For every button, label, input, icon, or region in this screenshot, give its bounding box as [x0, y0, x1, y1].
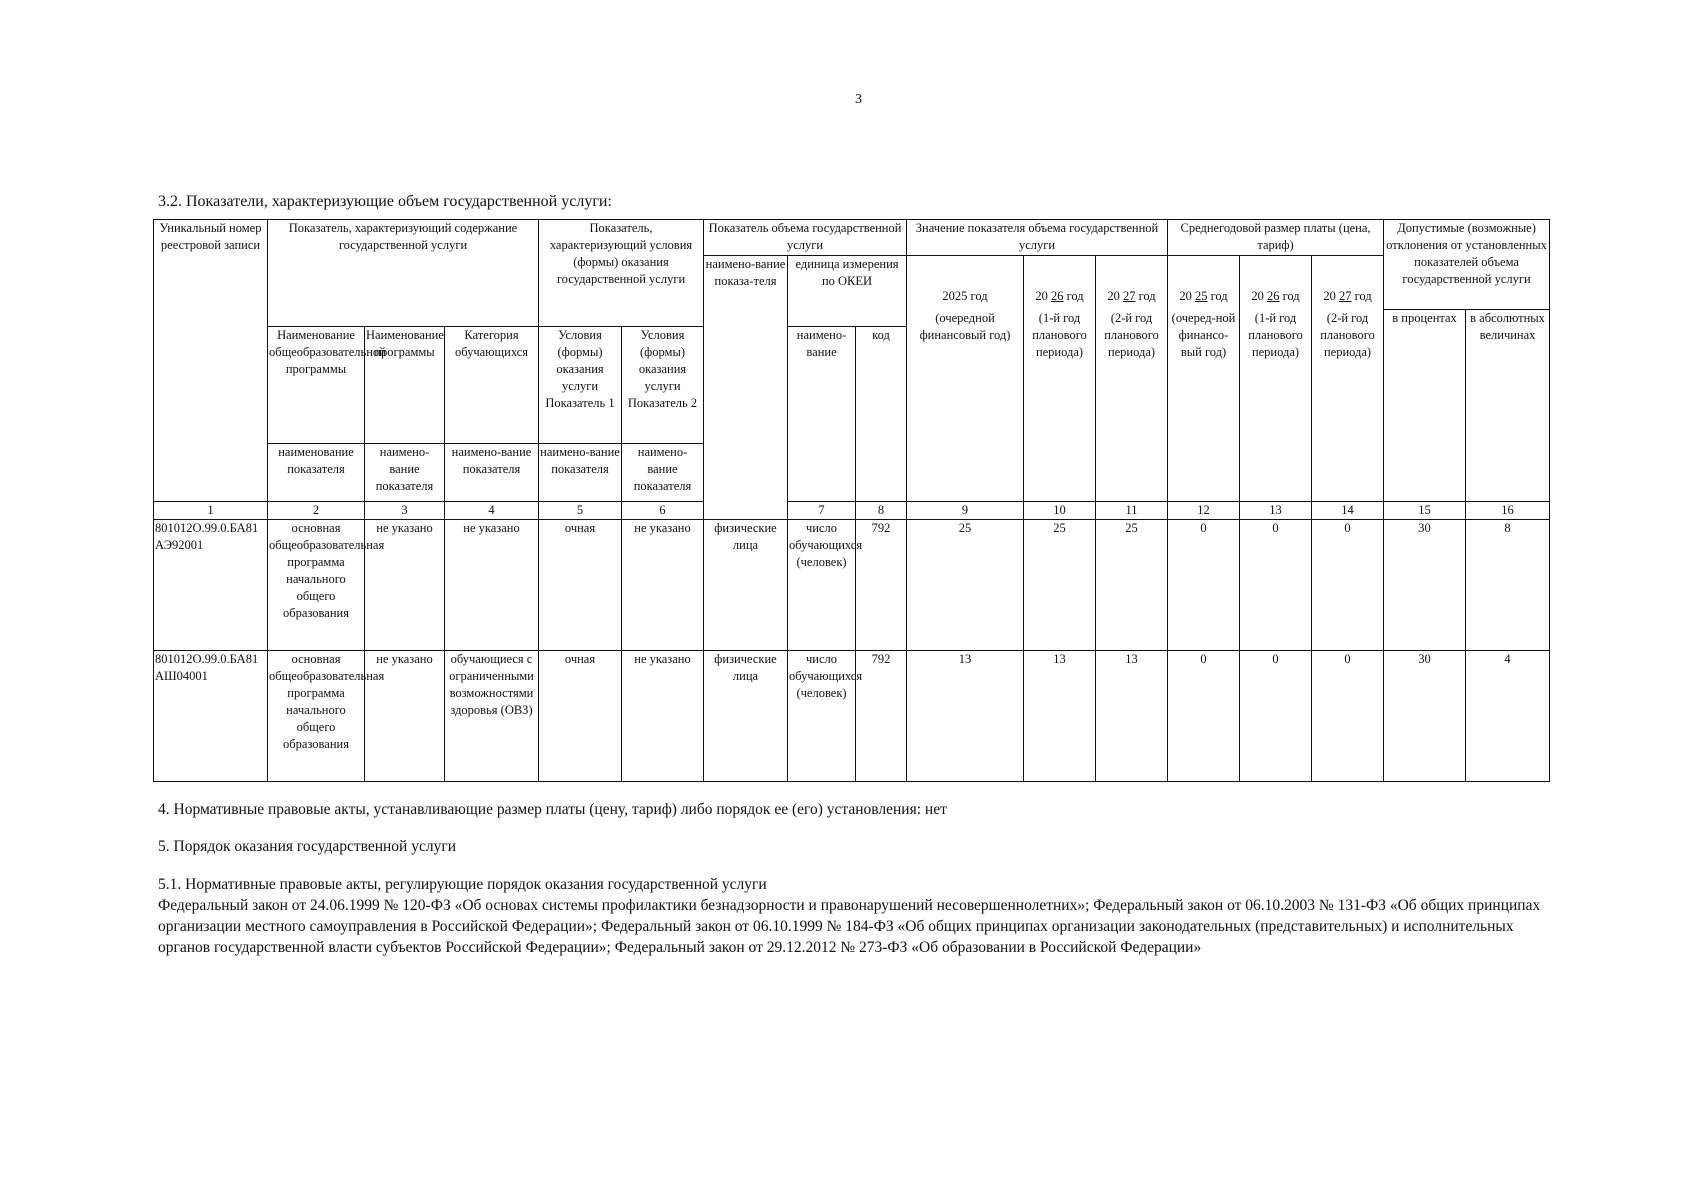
fee-2027-cell: 0	[1312, 651, 1384, 782]
section-5-heading: 5. Порядок оказания государственной услуги	[158, 838, 456, 855]
header-year-2027-sub: (2-й год планового периода)	[1104, 311, 1159, 359]
column-number: 14	[1312, 502, 1384, 520]
column-number: 1	[154, 502, 268, 520]
header-cond1-caption: Условия (формы) оказания услуги Показатель 1	[539, 327, 622, 444]
column-number: 12	[1168, 502, 1240, 520]
deviation-absolute-cell: 4	[1466, 651, 1550, 782]
column-number: 11	[1096, 502, 1168, 520]
condition1-cell: очная	[539, 520, 622, 651]
table-row	[154, 520, 1550, 651]
header-program-name-caption: Наименование общеобразовательной программы	[268, 327, 365, 444]
header-fee-2027-label: 20 27 год	[1323, 289, 1372, 303]
header-conditions-group: Показатель, характеризующий условия (формы) оказания государственной услуги	[539, 220, 704, 327]
registry-number: 801012О.99.0.БА81АШ04001	[154, 651, 268, 782]
header-category-caption: Категория обучающихся	[445, 327, 539, 444]
column-number: 15	[1384, 502, 1466, 520]
column-number: 10	[1024, 502, 1096, 520]
column-number: 5	[539, 502, 622, 520]
header-fee-2027-sub: (2-й год планового периода)	[1320, 311, 1375, 359]
column-number: 16	[1466, 502, 1550, 520]
deviation-percent-cell: 30	[1384, 651, 1466, 782]
fee-2026-cell: 0	[1240, 651, 1312, 782]
header-percent: в процентах	[1384, 310, 1466, 502]
unit-cell: число обучающихся (человек)	[788, 651, 856, 782]
header-year-2026-label: 20 26 год	[1035, 289, 1084, 303]
header-indicator-name-1: наименование показателя	[268, 444, 365, 502]
column-number: 2	[268, 502, 365, 520]
header-fee-2027	[1312, 256, 1384, 502]
header-year-2027-label: 20 27 год	[1107, 289, 1156, 303]
value-2026-cell: 13	[1024, 651, 1096, 782]
header-value-group: Значение показателя объема государственной услуги	[907, 220, 1168, 256]
fee-2025-cell: 0	[1168, 651, 1240, 782]
section-5-1-title: 5.1. Нормативные правовые акты, регулирующие порядок оказания государственной услуги	[158, 876, 767, 893]
header-fee-2025-label: 20 25 год	[1179, 289, 1228, 303]
header-indicator-name-4: наимено-вание показателя	[539, 444, 622, 502]
section-5-1-laws: Федеральный закон от 24.06.1999 № 120-ФЗ «Об основах системы профилактики безнадзорности и правонарушений несовершеннолетних»; Федеральный закон от 06.10.2003 № 131-ФЗ «Об общих принципах организации местного самоуправления в Российской Федерации»; Федеральный закон от 06.10.1999 № 184-ФЗ «Об общих принципах организации законодательных (представительных) и исполнительных органов государственной власти субъектов Российской Федерации»; Федеральный закон от 29.12.2012 № 273-ФЗ «Об образовании в Российской Федерации»	[158, 897, 1541, 956]
header-program-caption: Наименование программы	[365, 327, 445, 444]
header-unique-number: Уникальный номер реестровой записи	[154, 220, 268, 502]
value-2027-cell: 25	[1096, 520, 1168, 651]
column-number: 7	[788, 502, 856, 520]
section-title: 3.2. Показатели, характеризующие объем государственной услуги:	[158, 193, 612, 210]
page-number: 3	[855, 92, 862, 107]
condition2-cell: не указано	[622, 651, 704, 782]
category-cell: обучающиеся с ограниченными возможностями здоровья (ОВЗ)	[445, 651, 539, 782]
header-year-2025-sub: (очередной финансовый год)	[919, 311, 1011, 342]
header-code: код	[856, 327, 907, 502]
fee-2025-cell: 0	[1168, 520, 1240, 651]
deviation-percent-cell: 30	[1384, 520, 1466, 651]
fee-2027-cell: 0	[1312, 520, 1384, 651]
deviation-absolute-cell: 8	[1466, 520, 1550, 651]
program-name-cell: не указано	[365, 651, 445, 782]
volume-indicators-table	[153, 219, 1550, 782]
column-number: 4	[445, 502, 539, 520]
header-volume-indicator: Показатель объема государственной услуги	[704, 220, 907, 256]
value-2027-cell: 13	[1096, 651, 1168, 782]
program-name-cell: не указано	[365, 520, 445, 651]
code-cell: 792	[856, 520, 907, 651]
program-cell: основная общеобразовательная программа начального общего образования	[268, 651, 365, 782]
indicator-cell: физические лица	[704, 520, 788, 651]
header-fee-2026-label: 20 26 год	[1251, 289, 1300, 303]
condition2-cell: не указано	[622, 520, 704, 651]
section-5-1	[158, 874, 1558, 958]
column-number: 3	[365, 502, 445, 520]
header-fee-2026-sub: (1-й год планового периода)	[1248, 311, 1303, 359]
header-year-2026	[1024, 256, 1096, 502]
unit-cell: число обучающихся (человек)	[788, 520, 856, 651]
header-year-2026-sub: (1-й год планового периода)	[1032, 311, 1087, 359]
code-cell: 792	[856, 651, 907, 782]
value-2025-cell: 13	[907, 651, 1024, 782]
value-2026-cell: 25	[1024, 520, 1096, 651]
header-absolute: в абсолютных величинах	[1466, 310, 1550, 502]
registry-number: 801012О.99.0.БА81АЭ92001	[154, 520, 268, 651]
table-row	[154, 651, 1550, 782]
column-number: 6	[622, 502, 704, 520]
program-cell: основная общеобразовательная программа начального общего образования	[268, 520, 365, 651]
header-unit-name: наимено-вание	[788, 327, 856, 502]
header-year-2025	[907, 256, 1024, 502]
column-number: 8	[856, 502, 907, 520]
header-year-2025-label: 2025 год	[942, 289, 988, 303]
column-number: 13	[1240, 502, 1312, 520]
header-fee-group: Среднегодовой размер платы (цена, тариф)	[1168, 220, 1384, 256]
indicator-cell: физические лица	[704, 651, 788, 782]
header-year-2027	[1096, 256, 1168, 502]
header-content-group: Показатель, характеризующий содержание государственной услуги	[268, 220, 539, 327]
column-number-row	[154, 502, 1550, 520]
column-number: 9	[907, 502, 1024, 520]
header-indicator-name-2: наимено-вание показателя	[365, 444, 445, 502]
value-2025-cell: 25	[907, 520, 1024, 651]
header-unit-okei: единица измерения по ОКЕИ	[788, 256, 907, 327]
header-indicator-name-5: наимено-вание показателя	[622, 444, 704, 502]
header-fee-2026	[1240, 256, 1312, 502]
header-cond2-caption: Условия (формы) оказания услуги Показатель 2	[622, 327, 704, 444]
section-4-text: 4. Нормативные правовые акты, устанавливающие размер платы (цену, тариф) либо порядок ее (его) установления: нет	[158, 801, 947, 818]
condition1-cell: очная	[539, 651, 622, 782]
header-indicator-name-3: наимено-вание показателя	[445, 444, 539, 502]
header-fee-2025-sub: (очеред-ной финансо-вый год)	[1171, 311, 1236, 359]
header-fee-2025	[1168, 256, 1240, 502]
category-cell: не указано	[445, 520, 539, 651]
fee-2026-cell: 0	[1240, 520, 1312, 651]
header-volume-name: наимено-вание показа-теля	[704, 256, 788, 520]
header-deviation-group: Допустимые (возможные) отклонения от установленных показателей объема государственной услуги	[1384, 220, 1550, 310]
